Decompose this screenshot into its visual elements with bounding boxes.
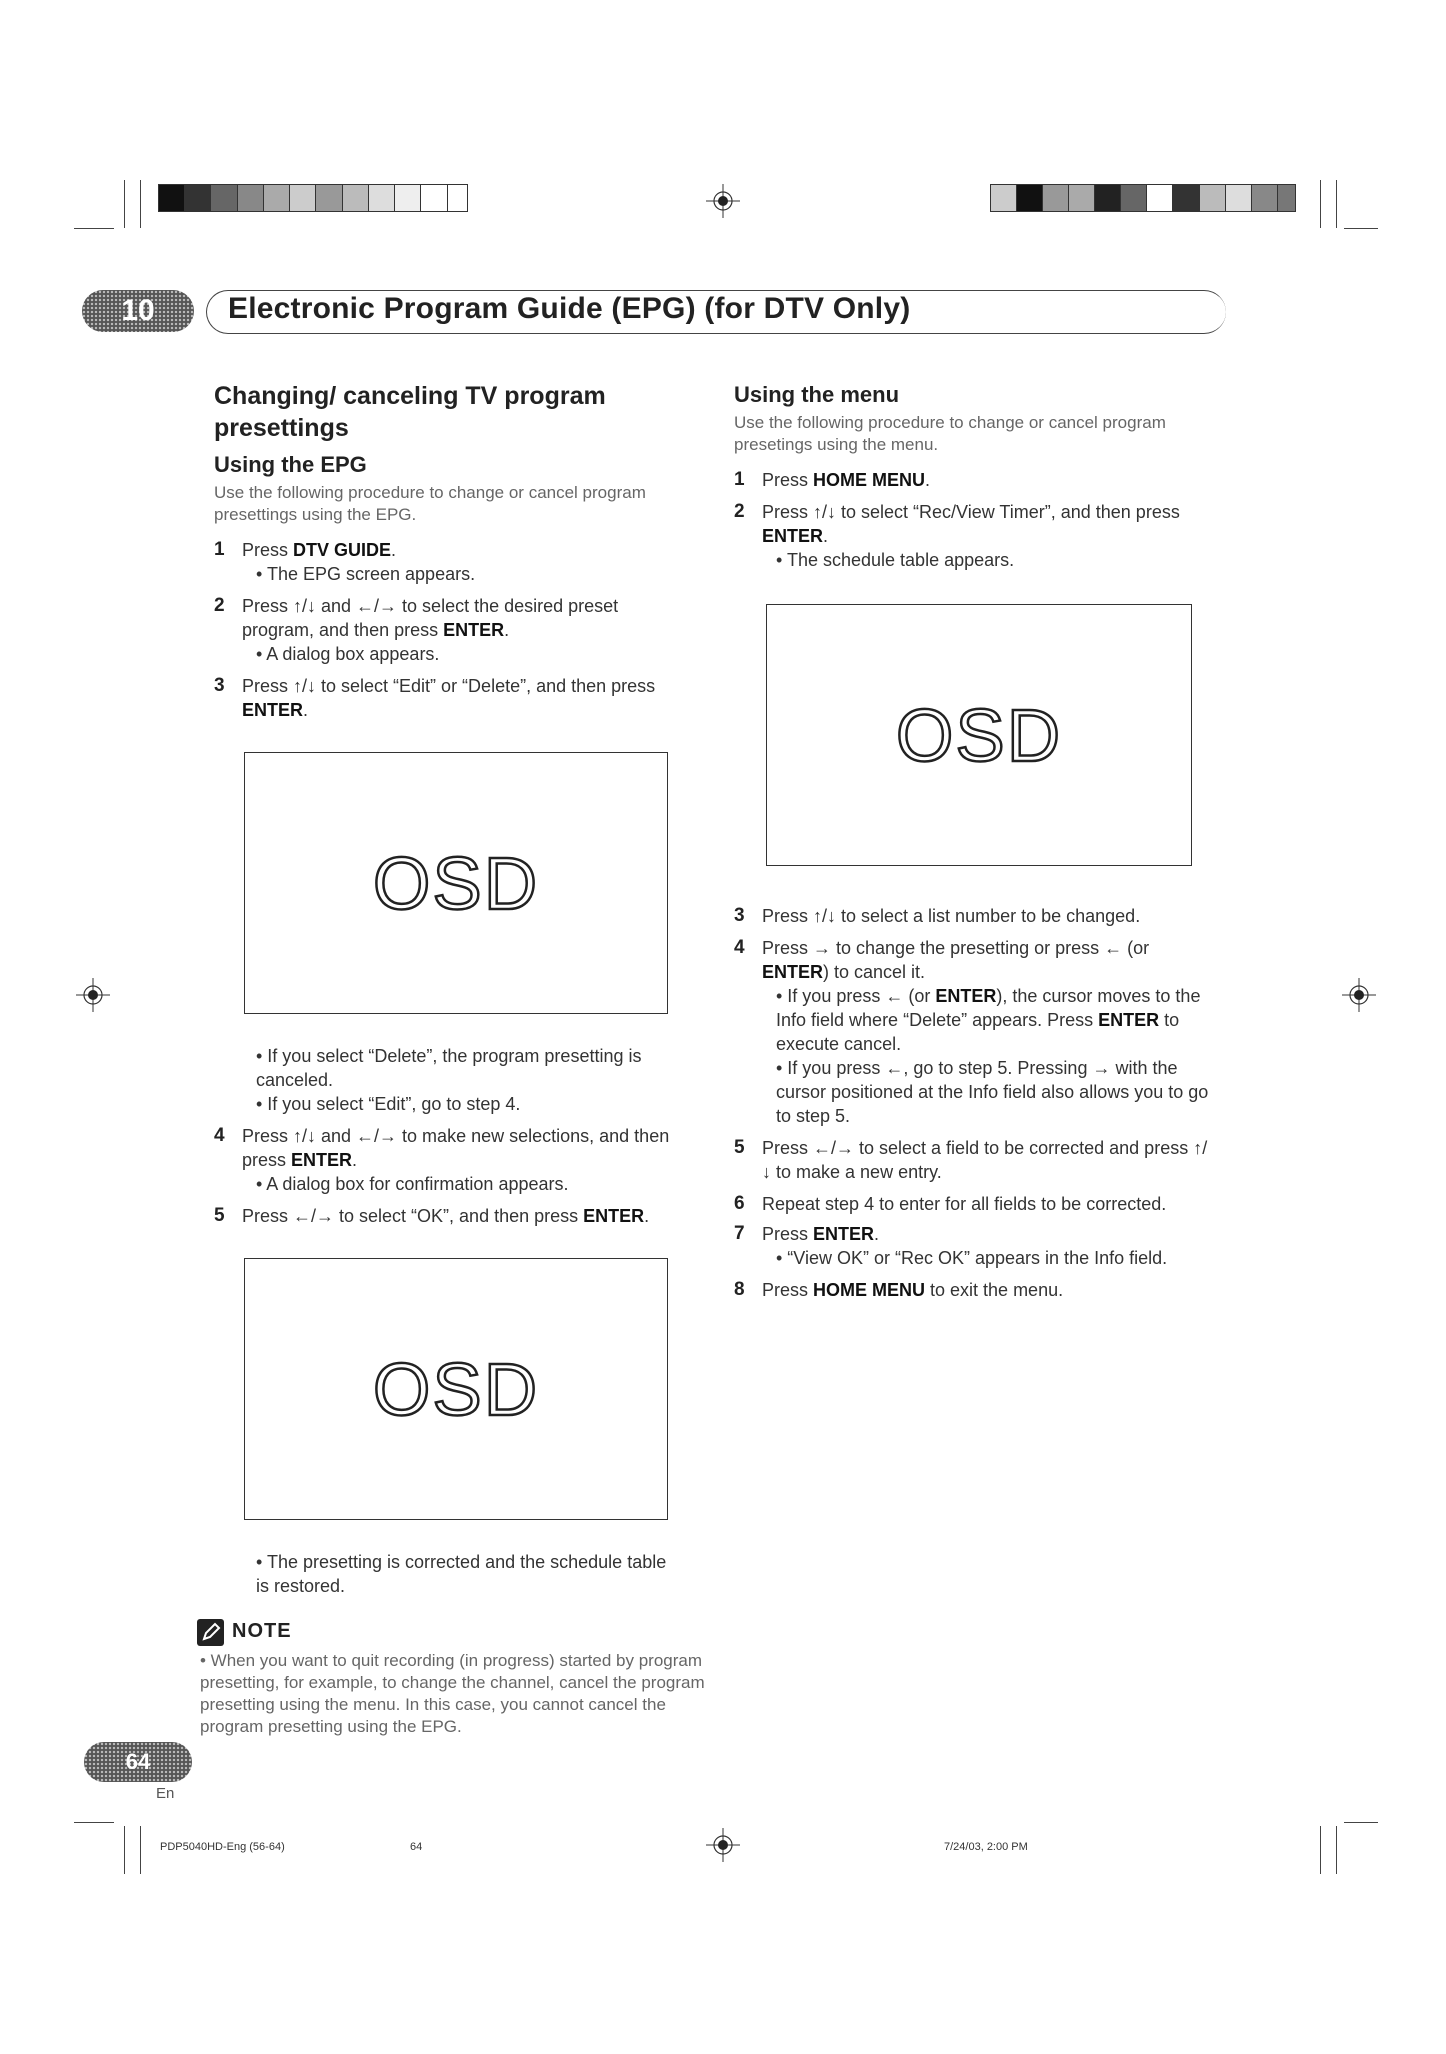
bullet-confirmation: • A dialog box for confirmation appears. xyxy=(256,1174,569,1194)
step-4-left: 4 Press ↑/↓ and ←/→ to make new selections, and then press ENTER. xyxy=(214,1125,670,1170)
color-bar-right xyxy=(990,184,1296,212)
step-3-left: 3 Press ↑/↓ to select “Edit” or “Delete”, and then press ENTER. xyxy=(214,675,656,720)
step-8-right: 8 Press HOME MENU to exit the menu. xyxy=(734,1279,1064,1300)
step-1-left: 1 Press DTV GUIDE. xyxy=(214,539,397,560)
registration-mark-left-icon xyxy=(76,978,110,1012)
step-5-left: 5 Press ←/→ to select “OK”, and then press ENTER. xyxy=(214,1205,650,1226)
step-4-right: 4 Press → to change the presetting or press ← (or ENTER) to cancel it. xyxy=(734,937,1150,982)
chapter-number-badge: 10 xyxy=(82,290,194,332)
step-2-left: 2 Press ↑/↓ and ←/→ to select the desired preset program, and then press ENTER. xyxy=(214,595,619,640)
step-1-right: 1 Press HOME MENU. xyxy=(734,469,931,490)
registration-mark-bottom-icon xyxy=(706,1828,740,1862)
intro-menu: Use the following procedure to change or cancel program presetings using the menu. xyxy=(734,413,1166,454)
registration-mark-right-icon xyxy=(1342,978,1376,1012)
bullet-schedule-table: • The schedule table appears. xyxy=(776,550,1015,570)
bullet-cursor-moves: • If you press ← (or ENTER), the cursor moves to the Info field where “Delete” appears. Press ENTER to execute cancel. xyxy=(776,986,1201,1054)
footer-date: 7/24/03, 2:00 PM xyxy=(944,1841,1028,1853)
osd-screenshot-placeholder-1: OSD xyxy=(244,752,668,1014)
page-number-badge: 64 xyxy=(84,1742,192,1782)
footer-file-name: PDP5040HD-Eng (56-64) xyxy=(160,1841,285,1853)
bullet-dialog-appears: • A dialog box appears. xyxy=(256,644,440,664)
footer-page: 64 xyxy=(410,1841,423,1853)
osd-screenshot-placeholder-3: OSD xyxy=(766,604,1192,866)
step-2-right: 2 Press ↑/↓ to select “Rec/View Timer”, and then press ENTER. xyxy=(734,501,1180,546)
section-heading: Changing/ canceling TV program presettings xyxy=(214,382,606,442)
step-3-right: 3 Press ↑/↓ to select a list number to be changed. xyxy=(734,905,1141,926)
registration-mark-top-icon xyxy=(706,184,740,218)
note-pencil-icon xyxy=(197,1619,224,1646)
bullet-go-to-step-5: • If you press ←, go to step 5. Pressing → with the cursor positioned at the Info field also allows you to go to step 5. xyxy=(776,1058,1209,1126)
step-6-right: 6 Repeat step 4 to enter for all fields to be corrected. xyxy=(734,1193,1167,1214)
intro-epg: Use the following procedure to change or cancel program presettings using the EPG. xyxy=(214,483,646,524)
bullet-presetting-corrected: • The presetting is corrected and the schedule table is restored. xyxy=(256,1552,667,1596)
bullet-view-ok: • “View OK” or “Rec OK” appears in the Info field. xyxy=(776,1248,1168,1268)
bullet-delete-canceled: • If you select “Delete”, the program presetting is canceled. xyxy=(256,1046,642,1090)
color-bar-left xyxy=(158,184,468,212)
osd-screenshot-placeholder-2: OSD xyxy=(244,1258,668,1520)
note-text: • When you want to quit recording (in progress) started by program presetting, for example, to change the channel, cancel the program presetting using the menu. In this case, you cannot cancel the program presetting using the EPG. xyxy=(200,1651,705,1736)
step-5-right: 5 Press ←/→ to select a field to be corrected and press ↑/↓ to make a new entry. xyxy=(734,1137,1208,1182)
bullet-epg-screen: • The EPG screen appears. xyxy=(256,564,476,584)
step-7-right: 7 Press ENTER. xyxy=(734,1223,880,1244)
note-label: NOTE xyxy=(232,1620,292,1642)
chapter-title: Electronic Program Guide (EPG) (for DTV Only) xyxy=(228,292,911,325)
bullet-edit-step-4: • If you select “Edit”, go to step 4. xyxy=(256,1094,521,1114)
page-language: En xyxy=(156,1785,175,1802)
subheading-using-menu: Using the menu xyxy=(734,382,900,407)
subheading-using-epg: Using the EPG xyxy=(214,452,367,477)
